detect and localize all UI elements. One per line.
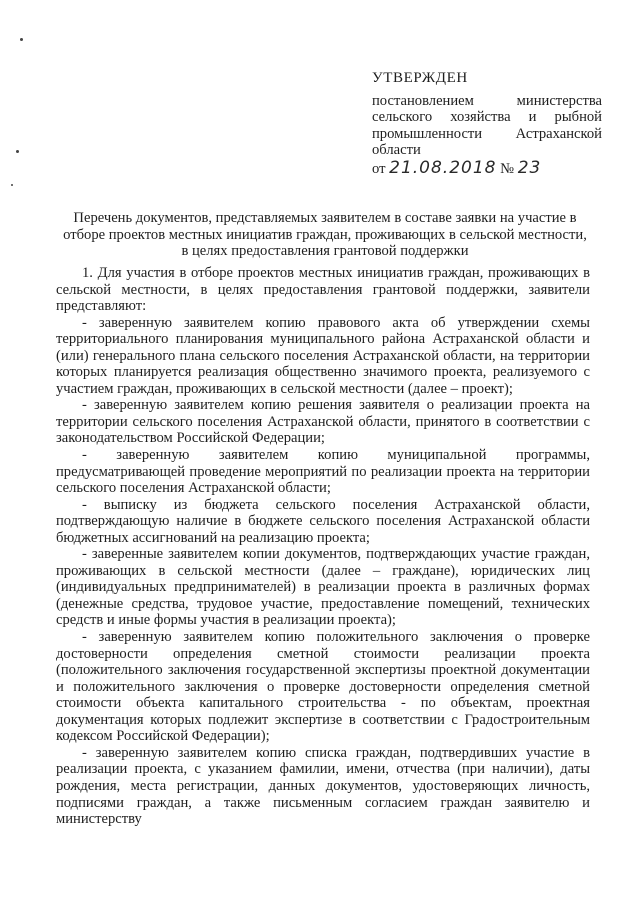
approval-body: постановлением министерства сельского хозяйства и рыбной промышленности Астраханской области: [372, 92, 602, 158]
scan-speck: [20, 38, 23, 41]
document-body: [56, 265, 590, 828]
date-prefix: от: [372, 160, 386, 177]
handwritten-number: 23: [517, 157, 542, 178]
number-sign: №: [500, 160, 515, 177]
paragraph-intro: 1. Для участия в отборе проектов местных инициатив граждан, проживающих в сельской местности, в целях предоставления грантовой поддержки, заявители представляют:: [56, 265, 590, 315]
handwritten-date: 21.08.2018: [389, 157, 497, 178]
list-item: - заверенную заявителем копию муниципальной программы, предусматривающей проведение мероприятий по реализации проекта на территории сельского поселения Астраханской области;: [56, 447, 590, 497]
list-item: - заверенную заявителем копию списка граждан, подтвердивших участие в реализации проекта, с указанием фамилии, имени, отчества (при наличии), даты рождения, места регистрации, данных документов, удостоверяющих личность, подписями граждан, а также письменным согласием граждан заявителю и министерству: [56, 744, 590, 828]
approval-stamp-block: [372, 70, 602, 177]
list-item: - заверенные заявителем копии документов, подтверждающих участие граждан, проживающих в сельской местности (далее – граждане), юридических лиц (индивидуальных предпринимателей) в реализации проекта в различных формах (денежные средства, трудовое участие, предоставление помещений, технических средств и иные формы участия в реализации проекта);: [56, 546, 590, 629]
document-title: Перечень документов, представляемых заявителем в составе заявки на участие в отборе проектов местных инициатив граждан, проживающих в сельской местности, в целях предоставления грантовой поддержки: [63, 210, 587, 259]
approval-date-line: [372, 157, 602, 178]
list-item: - заверенную заявителем копию положительного заключения о проверке достоверности определения сметной стоимости реализации проекта (положительного заключения государственной экспертизы проектной документации и положительного заключения о проверке достоверности определения сметной стоимости объекта капитального строительства - по объектам, проектная документация которых подлежит экспертизе в соответствии с Градостроительным кодексом Российской Федерации);: [56, 629, 590, 745]
scan-speck: [11, 184, 13, 186]
scan-speck: [16, 150, 19, 153]
list-item: - заверенную заявителем копию правового акта об утверждении схемы территориального планирования муниципального района Астраханской области и (или) генерального плана сельского поселения Астраханской области, на территории которых планируется реализация общественно значимого проекта, реализуемого с участием граждан, проживающих в сельской местности (далее – проект);: [56, 314, 590, 397]
list-item: - выписку из бюджета сельского поселения Астраханской области, подтверждающую наличие в бюджете сельского поселения Астраханской области бюджетных ассигнований на реализацию проекта;: [56, 496, 590, 546]
approval-title: УТВЕРЖДЕН: [372, 70, 468, 86]
list-item: - заверенную заявителем копию решения заявителя о реализации проекта на территории сельского поселения Астраханской области, принятого в соответствии с законодательством Российской Федерации;: [56, 397, 590, 447]
